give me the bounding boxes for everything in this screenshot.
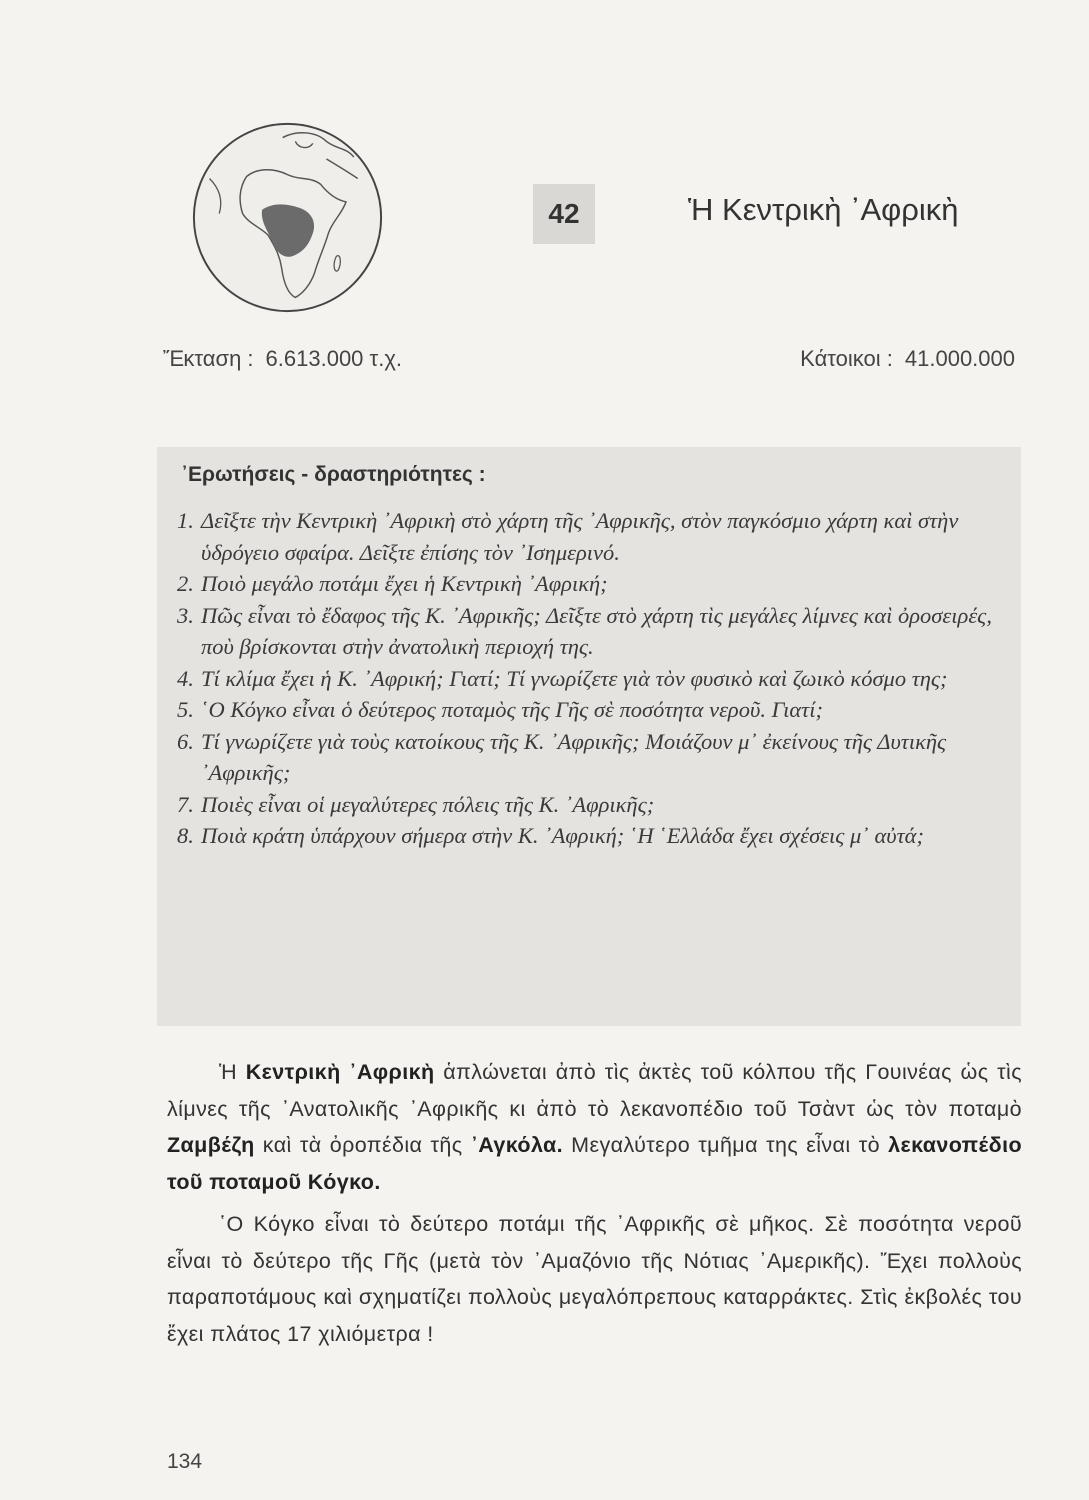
area-label: Ἔκταση : xyxy=(163,346,254,371)
bold-term: Κεντρικὴ ᾿Αφρικὴ xyxy=(245,1060,435,1084)
question-number: 3. xyxy=(177,602,194,628)
questions-heading: ᾿Ερωτήσεις - δραστηριότητες : xyxy=(181,463,486,486)
population-stat xyxy=(800,346,1015,372)
page-number: 134 xyxy=(167,1450,203,1473)
bold-term: λεκανοπέδιο τοῦ ποταμοῦ Κόγκο. xyxy=(167,1133,1022,1194)
text-run: ἁπλώνεται ἀπὸ τὶς ἀκτὲς τοῦ κόλπου τῆς Γουινέας ὡς τὶς λίμνες τῆς ᾿Ανατολικῆς ᾿Αφρικῆς κι ἀπὸ τὸ λεκανοπέδιο τοῦ Τσὰντ ὡς τὸν ποταμὸ xyxy=(167,1060,1022,1121)
question-item xyxy=(177,820,1001,852)
area-stat xyxy=(163,346,402,372)
population-label: Κάτοικοι : xyxy=(800,346,893,371)
questions-list xyxy=(177,505,1001,852)
question-text: ῾Ο Κόγκο εἶναι ὁ δεύτερος ποταμὸς τῆς Γῆς σὲ ποσότητα νεροῦ. Γιατί; xyxy=(201,697,823,722)
question-item xyxy=(177,568,1001,600)
question-item xyxy=(177,505,1001,568)
question-item xyxy=(177,694,1001,726)
text-run: καὶ τὰ ὀροπέδια τῆς xyxy=(254,1133,471,1157)
question-item xyxy=(177,663,1001,695)
text-run: Μεγαλύτερο τμῆμα της εἶναι τὸ xyxy=(563,1133,889,1157)
bold-term: ᾿Αγκόλα. xyxy=(470,1133,564,1157)
question-number: 7. xyxy=(177,791,194,817)
globe-map-icon xyxy=(190,120,385,315)
chapter-title: Ἡ Κεντρικὴ ᾿Αφρικὴ xyxy=(688,192,959,227)
question-item xyxy=(177,726,1001,789)
question-text: Δεῖξτε τὴν Κεντρικὴ ᾿Αφρικὴ στὸ χάρτη τῆς ᾿Αφρικῆς, στὸν παγκόσμιο χάρτη καὶ στὴν ὑδρόγειο σφαίρα. Δεῖξτε ἐπίσης τὸν ᾿Ισημερινό. xyxy=(201,508,959,565)
question-number: 5. xyxy=(177,697,194,722)
paragraph-1 xyxy=(167,1054,1022,1200)
question-item xyxy=(177,600,1001,663)
question-number: 4. xyxy=(177,665,194,691)
question-number: 6. xyxy=(177,728,194,754)
area-value: 6.613.000 τ.χ. xyxy=(265,346,402,371)
question-text: Τί γνωρίζετε γιὰ τοὺς κατοίκους τῆς Κ. ᾿Αφρικῆς; Μοιάζουν μ᾿ ἐκείνους τῆς Δυτικῆς ᾿Αφρικῆς; xyxy=(201,728,947,785)
questions-box xyxy=(157,447,1021,1026)
paragraph-2: ῾Ο Κόγκο εἶναι τὸ δεύτερο ποτάμι τῆς ᾿Αφρικῆς σὲ μῆκος. Σὲ ποσότητα νεροῦ εἶναι τὸ δεύτερο τῆς Γῆς (μετὰ τὸν ᾿Αμαζόνιο τῆς Νότιας ᾿Αμερικῆς). Ἔχει πολλοὺς παραποτάμους καὶ σχηματίζει πολλοὺς μεγαλόπρεπους καταρράκτες. Στὶς ἐκβολές του ἔχει πλάτος 17 χιλιόμετρα ! xyxy=(167,1212,1022,1346)
question-text: Ποιὲς εἶναι οἱ μεγαλύτερες πόλεις τῆς Κ. ᾿Αφρικῆς; xyxy=(201,791,655,817)
text-run: Ἡ xyxy=(219,1060,246,1084)
question-item xyxy=(177,789,1001,821)
population-value: 41.000.000 xyxy=(904,346,1015,371)
chapter-number: 42 xyxy=(533,184,595,244)
question-text: Ποιὰ κράτη ὑπάρχουν σήμερα στὴν Κ. ᾿Αφρική; ῾Η ῾Ελλάδα ἔχει σχέσεις μ᾿ αὐτά; xyxy=(201,823,924,848)
question-number: 1. xyxy=(177,508,194,533)
question-text: Πῶς εἶναι τὸ ἔδαφος τῆς Κ. ᾿Αφρικῆς; Δεῖξτε στὸ χάρτη τὶς μεγάλες λίμνες καὶ ὀροσειρές, ποὺ βρίσκονται στὴν ἀνατολικὴ περιοχή της. xyxy=(201,602,992,659)
question-number: 2. xyxy=(177,571,194,596)
question-number: 8. xyxy=(177,823,194,848)
question-text: Ποιὸ μεγάλο ποτάμι ἔχει ἡ Κεντρικὴ ᾿Αφρική; xyxy=(201,571,608,596)
bold-term: Ζαμβέζη xyxy=(167,1133,255,1157)
body-text xyxy=(167,1054,1022,1358)
question-text: Τί κλίμα ἔχει ἡ Κ. ᾿Αφρική; Γιατί; Τί γνωρίζετε γιὰ τὸν φυσικὸ καὶ ζωικὸ κόσμο της; xyxy=(201,665,948,691)
